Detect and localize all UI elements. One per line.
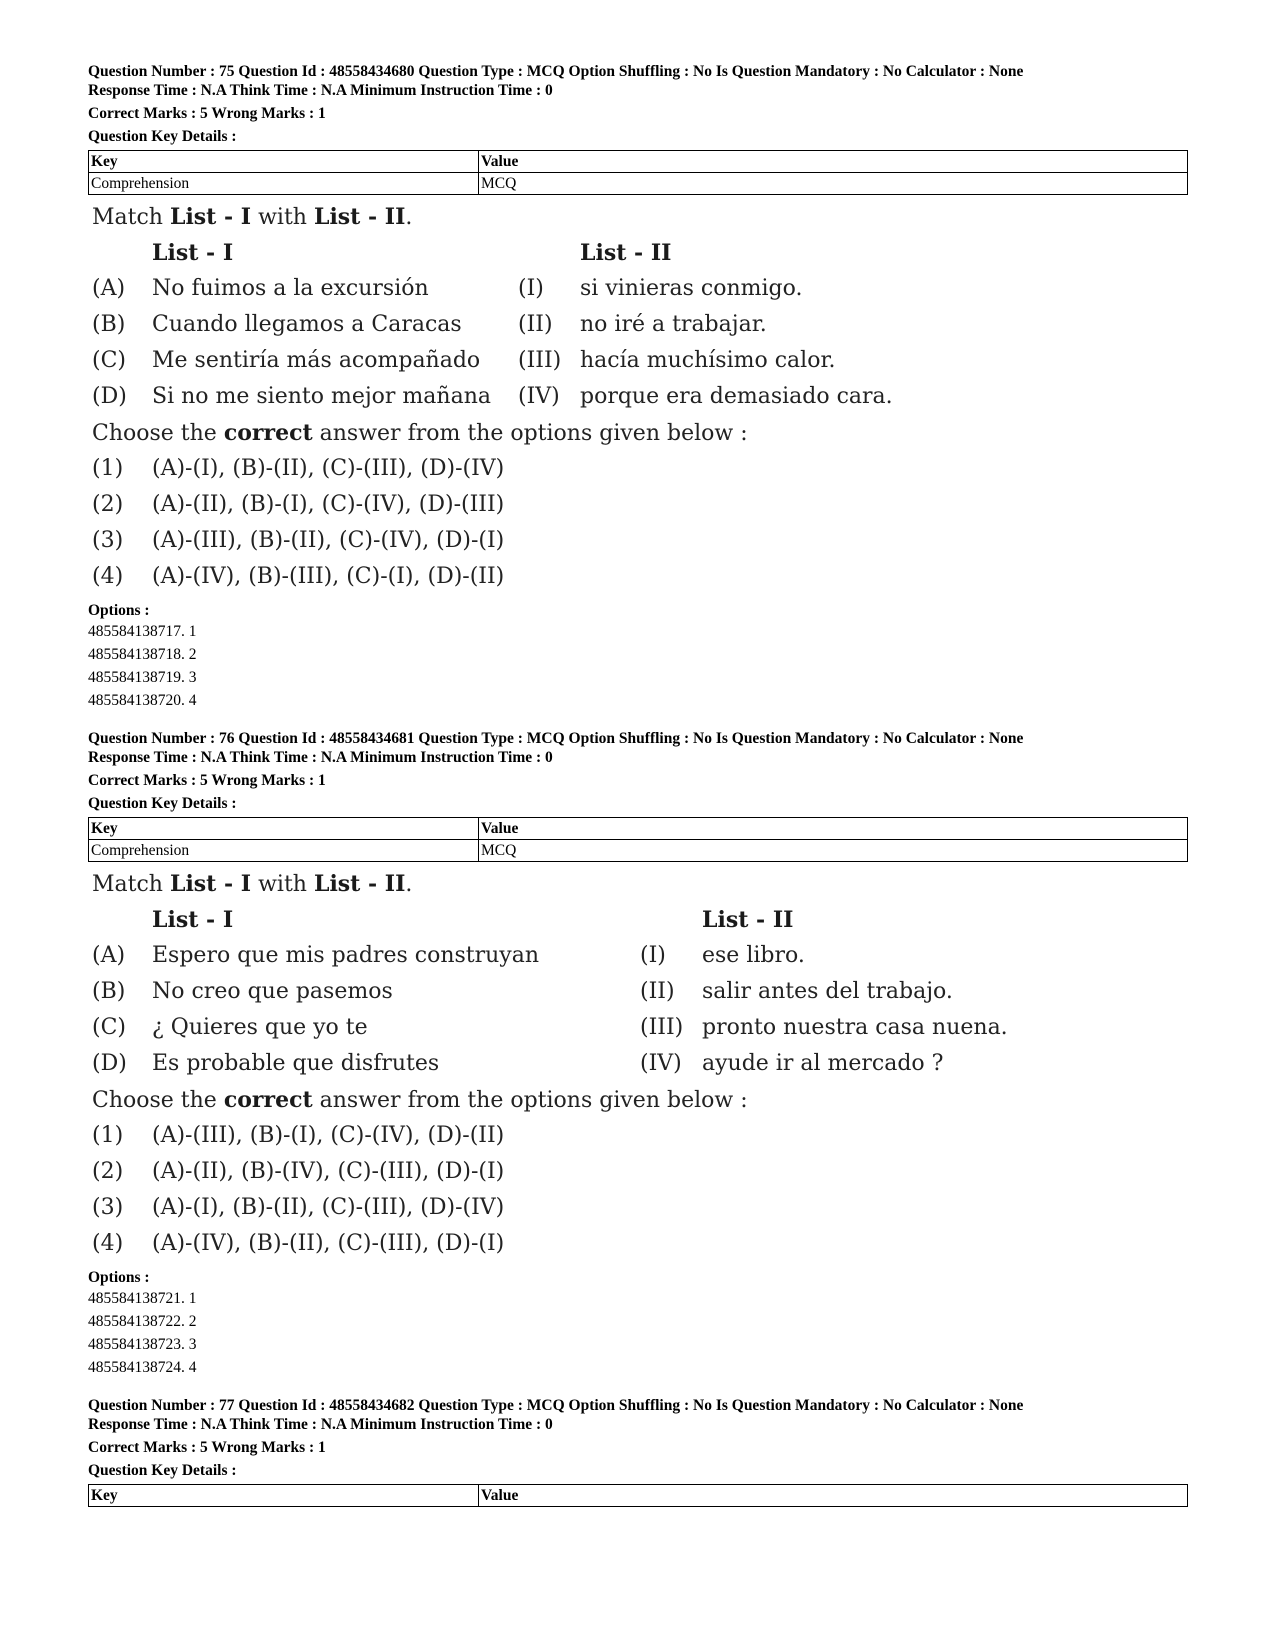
- question-75: [88, 62, 1188, 712]
- option-item: 485584138724. 4: [88, 1359, 197, 1376]
- key-details-table: [88, 1484, 1188, 1507]
- match-pair: (A) No fuimos a la excursión (I) si vinieras conmigo.: [92, 276, 803, 301]
- question-body: [88, 866, 1188, 1262]
- list1-header: List - I: [152, 907, 234, 933]
- table-cell-key: Comprehension: [89, 840, 479, 862]
- key-details-label: Question Key Details :: [88, 795, 237, 812]
- question-body: [88, 199, 1188, 595]
- question-meta: Question Number : 75 Question Id : 48558434680 Question Type : MCQ Option Shuffling : No Is Question Mandatory : No Calculator : None: [88, 63, 1024, 80]
- key-details-label: Question Key Details :: [88, 1462, 237, 1479]
- question-timing: Response Time : N.A Think Time : N.A Minimum Instruction Time : 0: [88, 749, 553, 766]
- option-item: 485584138722. 2: [88, 1313, 197, 1330]
- list1-header: List - I: [152, 240, 234, 266]
- match-pair: (A) Espero que mis padres construyan (I) ese libro.: [92, 943, 805, 968]
- choose-instruction: Choose the correct answer from the options given below :: [92, 1087, 748, 1113]
- option-item: 485584138723. 3: [88, 1336, 197, 1353]
- option-item: 485584138719. 3: [88, 669, 197, 686]
- question-timing: Response Time : N.A Think Time : N.A Minimum Instruction Time : 0: [88, 82, 553, 99]
- question-77: [88, 1396, 1188, 1507]
- key-details-table: [88, 150, 1188, 195]
- question-marks: Correct Marks : 5 Wrong Marks : 1: [88, 772, 326, 789]
- match-pair: (C) Me sentiría más acompañado (III) hacía muchísimo calor.: [92, 348, 836, 373]
- table-header-value: Value: [479, 1485, 1188, 1507]
- list-headers: [88, 235, 1188, 271]
- options-label: Options :: [88, 602, 150, 619]
- table-cell-key: Comprehension: [89, 173, 479, 195]
- table-header-row: [89, 1485, 1188, 1507]
- answer-choice: (2) (A)-(II), (B)-(I), (C)-(IV), (D)-(III): [92, 492, 505, 517]
- table-cell-value: MCQ: [479, 840, 1188, 862]
- question-timing: Response Time : N.A Think Time : N.A Minimum Instruction Time : 0: [88, 1416, 553, 1433]
- key-details-label: Question Key Details :: [88, 128, 237, 145]
- question-76: [88, 729, 1188, 1379]
- choose-instruction: Choose the correct answer from the options given below :: [92, 420, 748, 446]
- table-header-key: Key: [89, 818, 479, 840]
- match-pair: (D) Si no me siento mejor mañana (IV) porque era demasiado cara.: [92, 384, 893, 409]
- option-item: 485584138721. 1: [88, 1290, 197, 1307]
- answer-choice: (3) (A)-(I), (B)-(II), (C)-(III), (D)-(IV): [92, 1195, 505, 1220]
- list-headers: [88, 902, 1188, 938]
- table-header-value: Value: [479, 151, 1188, 173]
- key-details-table: [88, 817, 1188, 862]
- option-item: 485584138717. 1: [88, 623, 197, 640]
- answer-choice: (2) (A)-(II), (B)-(IV), (C)-(III), (D)-(I): [92, 1159, 505, 1184]
- table-row: [89, 173, 1188, 195]
- match-instruction: Match List - I with List - II.: [92, 871, 413, 897]
- option-item: 485584138720. 4: [88, 692, 197, 709]
- answer-choice: (1) (A)-(III), (B)-(I), (C)-(IV), (D)-(II): [92, 1123, 505, 1148]
- match-pair: (B) No creo que pasemos (II) salir antes del trabajo.: [92, 979, 953, 1004]
- question-meta: Question Number : 77 Question Id : 48558434682 Question Type : MCQ Option Shuffling : No Is Question Mandatory : No Calculator : None: [88, 1397, 1024, 1414]
- match-pair: (B) Cuando llegamos a Caracas (II) no iré a trabajar.: [92, 312, 767, 337]
- question-marks: Correct Marks : 5 Wrong Marks : 1: [88, 1439, 326, 1456]
- table-header-key: Key: [89, 1485, 479, 1507]
- table-header-row: [89, 151, 1188, 173]
- list2-header: List - II: [580, 240, 672, 266]
- question-marks: Correct Marks : 5 Wrong Marks : 1: [88, 105, 326, 122]
- question-meta: Question Number : 76 Question Id : 48558434681 Question Type : MCQ Option Shuffling : No Is Question Mandatory : No Calculator : None: [88, 730, 1024, 747]
- match-instruction: Match List - I with List - II.: [92, 204, 413, 230]
- answer-choice: (4) (A)-(IV), (B)-(II), (C)-(III), (D)-(I): [92, 1231, 505, 1256]
- match-pair: (C) ¿ Quieres que yo te (III) pronto nuestra casa nuena.: [92, 1015, 1008, 1040]
- table-header-row: [89, 818, 1188, 840]
- answer-choice: (4) (A)-(IV), (B)-(III), (C)-(I), (D)-(II): [92, 564, 505, 589]
- table-row: [89, 840, 1188, 862]
- answer-choice: (1) (A)-(I), (B)-(II), (C)-(III), (D)-(IV): [92, 456, 505, 481]
- table-header-value: Value: [479, 818, 1188, 840]
- table-cell-value: MCQ: [479, 173, 1188, 195]
- options-label: Options :: [88, 1269, 150, 1286]
- match-pair: (D) Es probable que disfrutes (IV) ayude ir al mercado ?: [92, 1051, 944, 1076]
- list2-header: List - II: [702, 907, 794, 933]
- table-header-key: Key: [89, 151, 479, 173]
- answer-choice: (3) (A)-(III), (B)-(II), (C)-(IV), (D)-(I): [92, 528, 505, 553]
- option-item: 485584138718. 2: [88, 646, 197, 663]
